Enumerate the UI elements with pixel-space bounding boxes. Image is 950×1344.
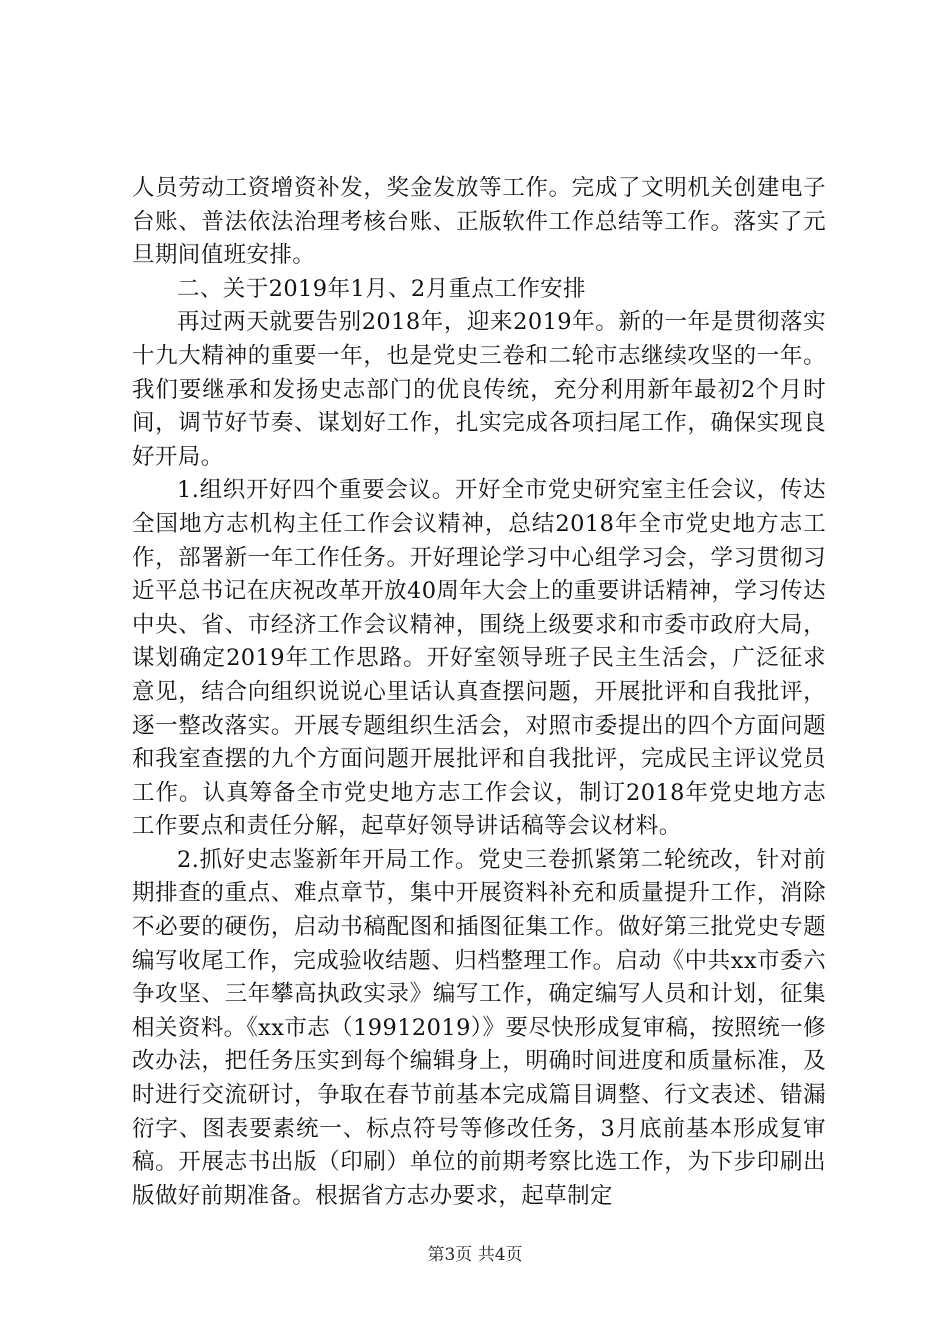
paragraph-intro: 再过两天就要告别2018年，迎来2019年。新的一年是贯彻落实十九大精神的重要一年，也是党史三卷和二轮市志继续攻坚的一年。我们要继承和发扬史志部门的优良传统，充分利用新年最初2个月时间，调节好节奏、谋划好工作，扎实完成各项扫尾工作，确保实现良好开局。 xyxy=(132,309,826,470)
page-number-footer: 第3页 共4页 xyxy=(427,1245,523,1265)
document-body xyxy=(132,172,826,1213)
paragraph-item-1: 1.组织开好四个重要会议。开好全市党史研究室主任会议，传达全国地方志机构主任工作会议精神，总结2018年全市党史地方志工作，部署新一年工作任务。开好理论学习中心组学习会，学习贯彻习近平总书记在庆祝改革开放40周年大会上的重要讲话精神，学习传达中央、省、市经济工作会议精神，围绕上级要求和市委市政府大局，谋划确定2019年工作思路。开好室领导班子民主生活会，广泛征求意见，结合向组织说说心里话认真查摆问题，开展批评和自我批评，逐一整改落实。开展专题组织生活会，对照市委提出的四个方面问题和我室查摆的九个方面问题开展批评和自我批评，完成民主评议党员工作。认真筹备全市党史地方志工作会议，制订2018年党史地方志工作要点和责任分解，起草好领导讲话稿等会议材料。 xyxy=(132,477,826,840)
paragraph-item-2: 2.抓好史志鉴新年开局工作。党史三卷抓紧第二轮统改，针对前期排查的重点、难点章节，集中开展资料补充和质量提升工作，消除不必要的硬伤，启动书稿配图和插图征集工作。做好第三批党史专题编写收尾工作，完成验收结题、归档整理工作。启动《中共xx市委六争攻坚、三年攀高执政实录》编写工作，确定编写人员和计划，征集相关资料。《xx市志（19912019）》要尽快形成复审稿，按照统一修改办法，把任务压实到每个编辑身上，明确时间进度和质量标准，及时进行交流研讨，争取在春节前基本完成篇目调整、行文表述、错漏衍字、图表要素统一、标点符号等修改任务，3月底前基本形成复审稿。开展志书出版（印刷）单位的前期考察比选工作，为下步印刷出版做好前期准备。根据省方志办要求，起草制定 xyxy=(132,846,826,1209)
paragraph-continuation: 人员劳动工资增资补发，奖金发放等工作。完成了文明机关创建电子台账、普法依法治理考核台账、正版软件工作总结等工作。落实了元旦期间值班安排。 xyxy=(132,175,826,269)
section-heading: 二、关于2019年1月、2月重点工作安排 xyxy=(177,275,586,302)
